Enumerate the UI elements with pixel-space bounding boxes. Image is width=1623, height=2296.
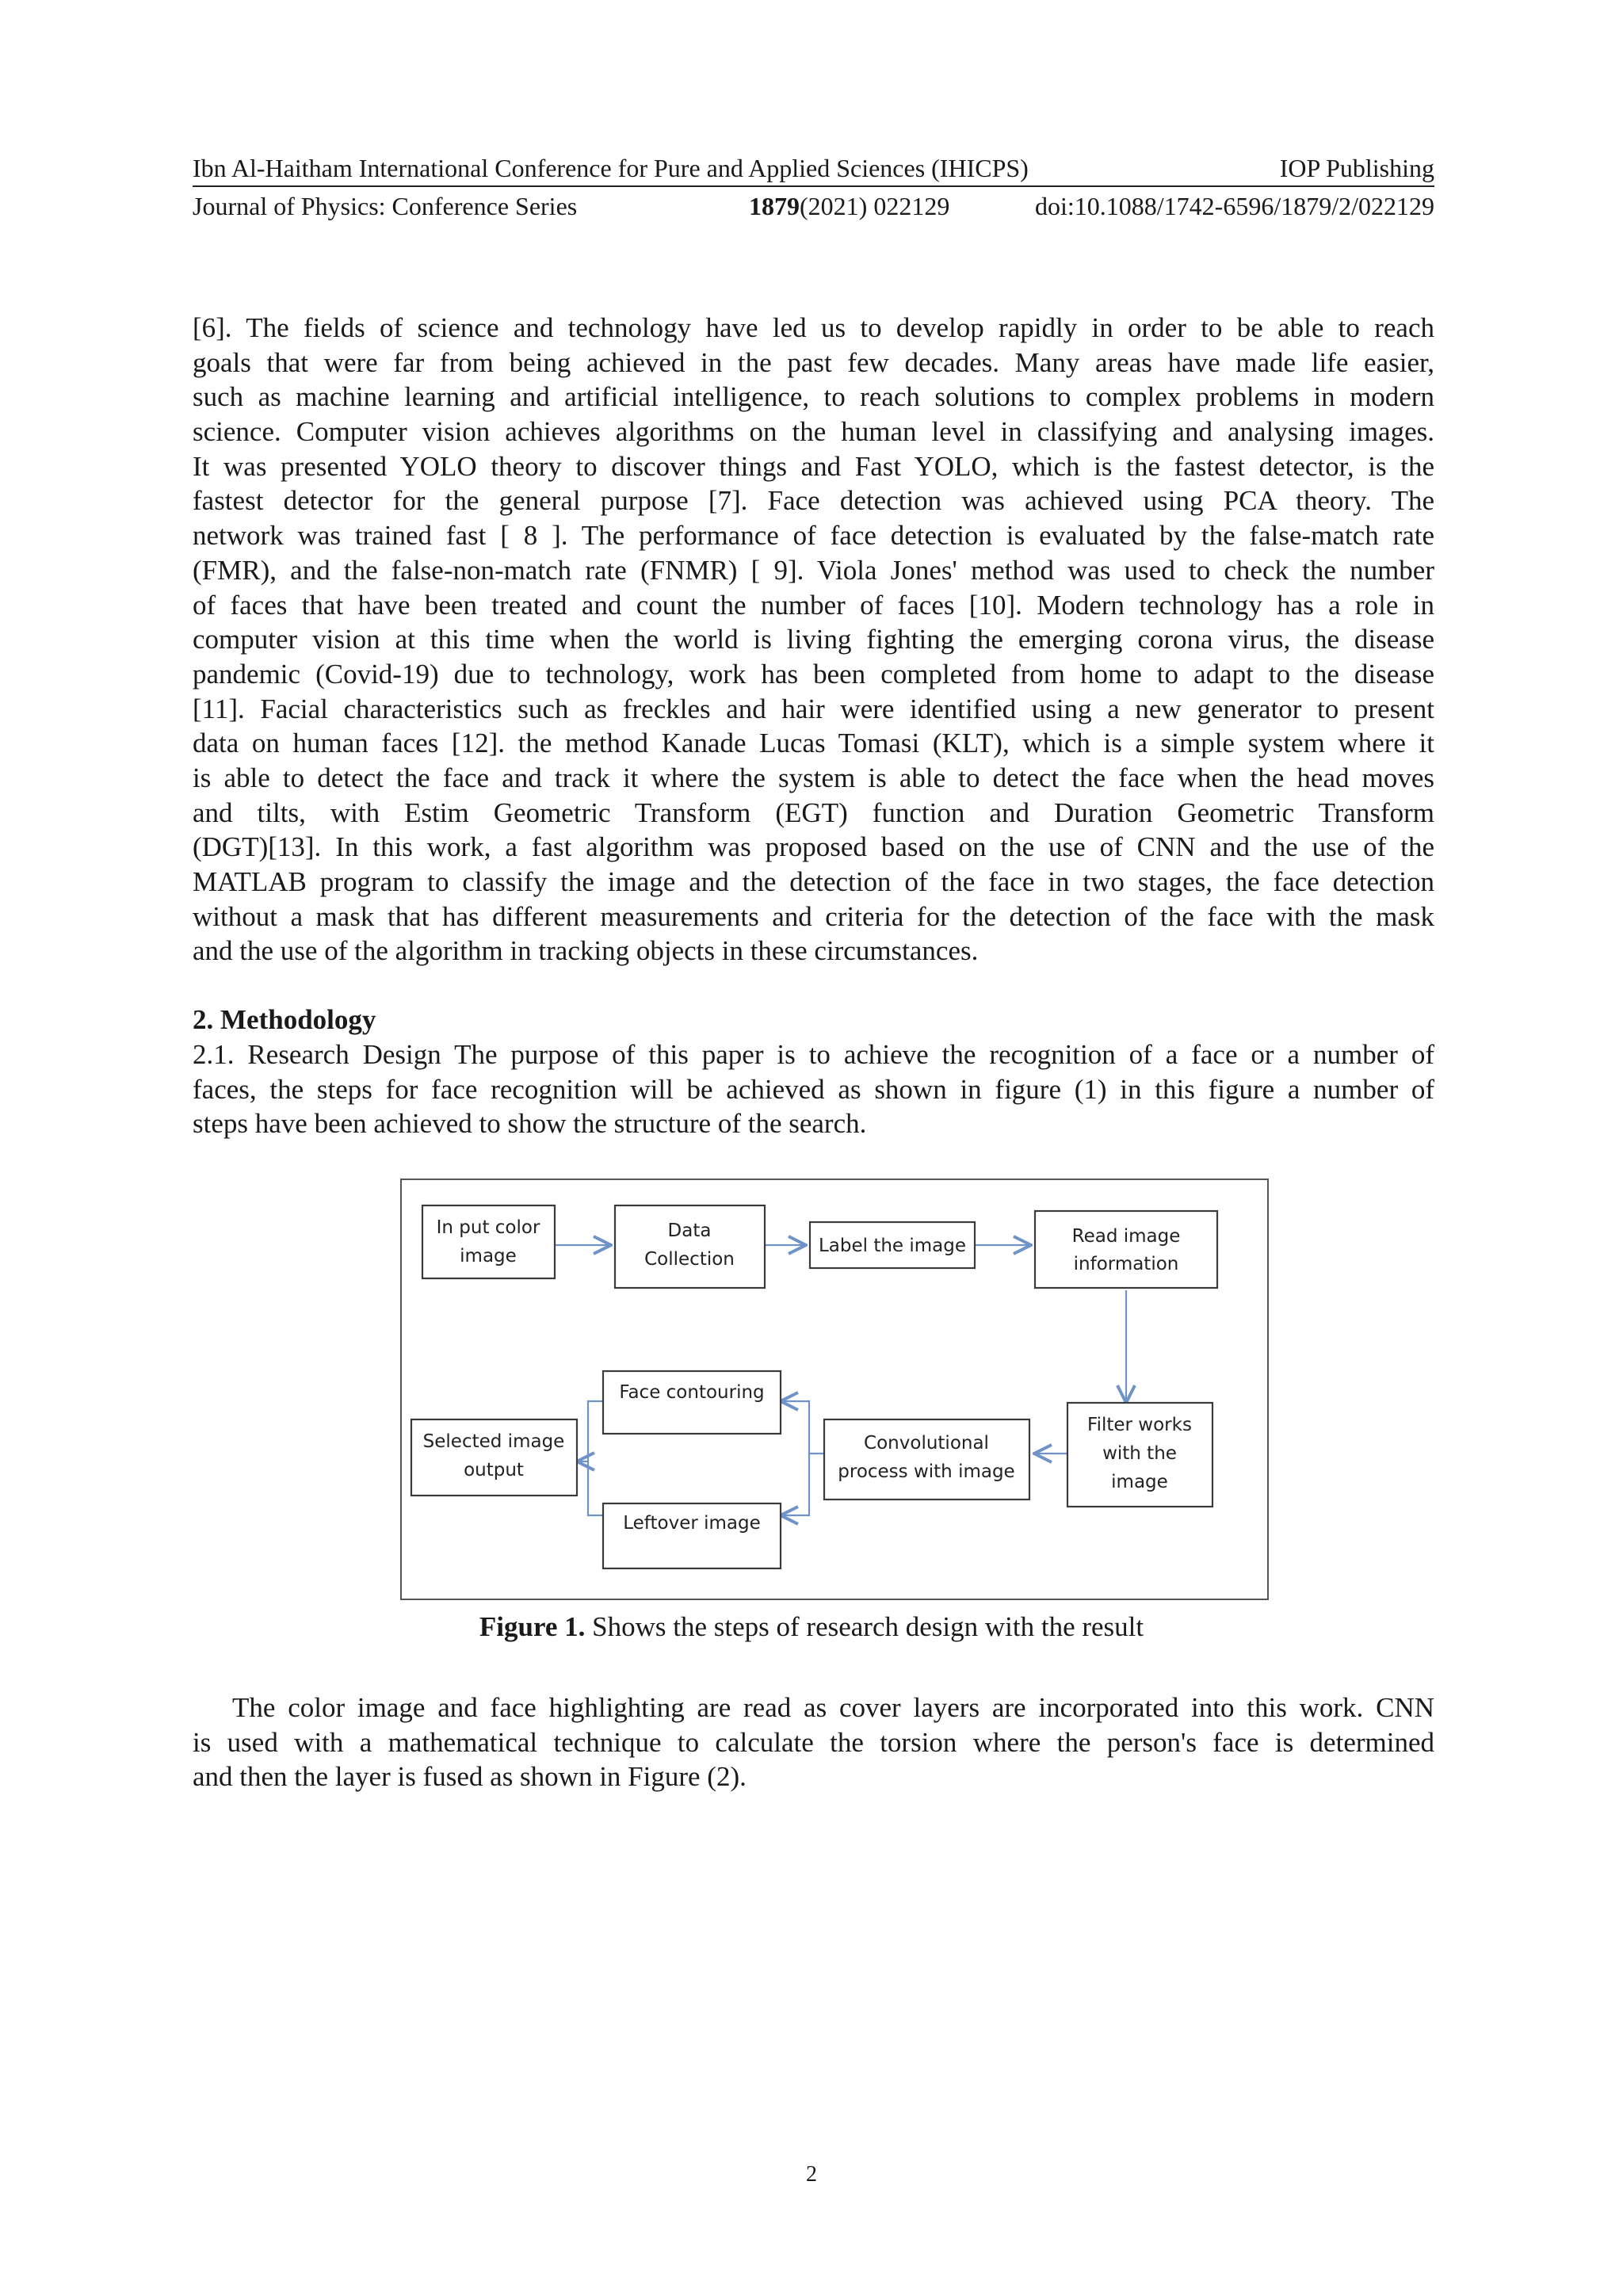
text-line: data on human faces [12]. the method Kanade Lucas Tomasi (KLT), which is a simple system where it xyxy=(193,728,1434,759)
text-line: computer vision at this time when the world is living fighting the emerging corona virus, the disease xyxy=(193,624,1434,655)
text-line: [11]. Facial characteristics such as freckles and hair were identified using a new generator to present xyxy=(193,693,1434,724)
text-line: steps have been achieved to show the structure of the search. xyxy=(193,1108,867,1140)
box-label: Collection xyxy=(644,1249,735,1270)
paragraph-intro-continuation xyxy=(193,311,1434,968)
conference-name: Ibn Al-Haitham International Conference for Pure and Applied Sciences (IHICPS) xyxy=(193,154,1029,182)
text-line: pandemic (Covid-19) due to technology, work has been completed from home to adapt to the disease xyxy=(193,658,1434,690)
figure-caption xyxy=(0,1610,1623,1645)
text-line: It was presented YOLO theory to discover things and Fast YOLO, which is the fastest detector, is the xyxy=(193,450,1434,482)
box-label: Data xyxy=(667,1221,712,1241)
text-line: network was trained fast [ 8 ]. The performance of face detection is evaluated by the false-match rate xyxy=(193,520,1434,552)
box-label: information xyxy=(1073,1254,1179,1274)
journal-name: Journal of Physics: Conference Series xyxy=(193,192,578,220)
text-line: is able to detect the face and track it where the system is able to detect the face when the head moves xyxy=(193,762,1434,793)
doi: doi:10.1088/1742-6596/1879/2/022129 xyxy=(1035,192,1434,220)
text-line: and tilts, with Estim Geometric Transform (EGT) function and Duration Geometric Transform xyxy=(193,797,1434,828)
text-line: of faces that have been treated and count the number of faces [10]. Modern technology has a role in xyxy=(193,589,1434,621)
publisher-name: IOP Publishing xyxy=(1279,154,1434,182)
page-number: 2 xyxy=(806,2162,817,2187)
text-line: such as machine learning and artificial intelligence, to reach solutions to complex problems in modern xyxy=(193,381,1434,413)
box-label: Face contouring xyxy=(619,1382,765,1403)
box-label: with the xyxy=(1102,1443,1177,1464)
section-heading: 2. Methodology xyxy=(193,1004,376,1035)
volume-number: 1879 xyxy=(749,192,800,220)
box-label: image xyxy=(1111,1472,1168,1492)
box-input-color-image xyxy=(422,1205,555,1278)
text-line: [6]. The fields of science and technology have led us to develop rapidly in order to be able to reach xyxy=(193,312,1434,343)
research-design-flowchart xyxy=(400,1179,1269,1600)
text-line: and then the layer is fused as shown in Figure (2). xyxy=(193,1761,747,1793)
paragraph-research-design xyxy=(193,1037,1434,1141)
box-label: Convolutional xyxy=(864,1433,989,1454)
box-data-collection xyxy=(615,1205,765,1288)
caption-text: Shows the steps of research design with the result xyxy=(585,1611,1144,1642)
text-line: MATLAB program to classify the image and the detection of the face in two stages, the face detection xyxy=(193,866,1434,897)
box-label: output xyxy=(464,1460,524,1480)
text-line: and the use of the algorithm in tracking objects in these circumstances. xyxy=(193,935,979,967)
box-label: Read image xyxy=(1071,1226,1181,1247)
text-line: (DGT)[13]. In this work, a fast algorithm was proposed based on the use of CNN and the use of the xyxy=(193,831,1434,863)
text-line: The color image and face highlighting are read as cover layers are incorporated into this work. CNN xyxy=(232,1692,1434,1723)
paragraph-cover-layers xyxy=(193,1690,1434,1794)
box-label: image xyxy=(460,1246,517,1266)
box-label: Filter works xyxy=(1087,1415,1192,1435)
volume-issue xyxy=(749,190,949,222)
text-line: 2.1. Research Design The purpose of this paper is to achieve the recognition of a face or a number of xyxy=(193,1039,1434,1070)
text-line: fastest detector for the general purpose [7]. Face detection was achieved using PCA theory. The xyxy=(193,485,1434,517)
text-line: without a mask that has different measurements and criteria for the detection of the face with the mask xyxy=(193,900,1434,932)
box-label: Selected image xyxy=(422,1431,565,1452)
caption-label: Figure 1. xyxy=(479,1611,586,1642)
box-label: In put color xyxy=(436,1217,540,1238)
box-convolutional-process xyxy=(824,1419,1029,1499)
box-label: process with image xyxy=(838,1461,1015,1482)
text-line: faces, the steps for face recognition will be achieved as shown in figure (1) in this figure a number of xyxy=(193,1073,1434,1105)
box-label: Leftover image xyxy=(623,1513,761,1534)
text-line: is used with a mathematical technique to calculate the torsion where the person's face is determined xyxy=(193,1726,1434,1758)
box-read-image-information xyxy=(1035,1211,1217,1288)
header-rule xyxy=(193,185,1434,187)
year-issue: (2021) 022129 xyxy=(800,192,950,220)
box-label: Label the image xyxy=(818,1236,967,1256)
text-line: goals that were far from being achieved in the past few decades. Many areas have made life easier, xyxy=(193,346,1434,378)
text-line: (FMR), and the false-non-match rate (FNMR) [ 9]. Viola Jones' method was used to check the number xyxy=(193,554,1434,586)
text-line: science. Computer vision achieves algorithms on the human level in classifying and analysing images. xyxy=(193,416,1434,448)
